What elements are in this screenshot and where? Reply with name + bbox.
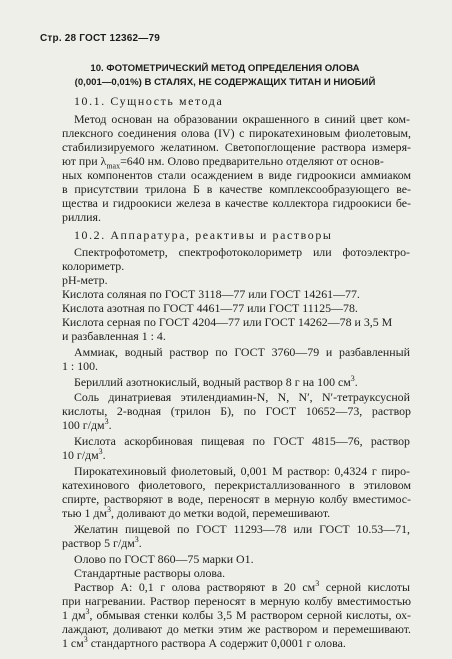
subsection-heading-10-2: 10.2. Аппаратура, реактивы и растворы — [74, 228, 333, 242]
text-line: Метод основан на образовании окрашенного в синий цвет ком- — [74, 112, 410, 126]
text-line: Соль динатриевая этилендиамин-N, N, N′, N′-тетрауксусной — [74, 390, 410, 404]
text-line: Раствор А: 0,1 г олова растворяют в 20 $см^3$ серной кислоты — [74, 579, 410, 594]
text-line: и разбавленная 1 : 4. — [62, 329, 166, 343]
text-line: Кислота серная по ГОСТ 4204—77 или ГОСТ 14262—78 и 3,5 М — [62, 315, 393, 329]
text-line: Стандартные растворы олова. — [74, 566, 226, 580]
text-line: катехинового фиолетового, перекристаллизованного в этиловом — [62, 478, 411, 492]
text-line: риллия. — [62, 210, 101, 224]
text-line: 10 $г/дм^3$. — [62, 447, 106, 462]
text-line: 100 $г/дм^3$. — [62, 417, 112, 432]
text-line: стабилизируемого желатином. Светопоглощение раствора измеря- — [62, 140, 411, 154]
text-line: раствор 5 $г/дм^3$. — [62, 535, 142, 550]
text-line: колориметр. — [62, 259, 125, 273]
section-title-line-2: (0,001—0,01%) В СТАЛЯХ, НЕ СОДЕРЖАЩИХ ТИТАН И НИОБИЙ — [74, 77, 376, 88]
text-line: плексного соединения олова (IV) с пирокатехиновым фиолетовым, — [62, 126, 411, 140]
text-line: кислоты, 2-водная (трилон Б), по ГОСТ 10652—73, раствор — [62, 404, 411, 418]
section-title-line-1: 10. ФОТОМЕТРИЧЕСКИЙ МЕТОД ОПРЕДЕЛЕНИЯ ОЛОВА — [90, 63, 360, 74]
text-line: 1 $дм^3$, обмывая стенки колбы 3,5 М раствором серной кислоты, ох- — [62, 607, 411, 622]
text-line: Бериллий азотнокислый, водный раствор 8 г на 100 $см^3$. — [74, 374, 358, 389]
text-line: Кислота азотная по ГОСТ 4461—77 или ГОСТ 11125—78. — [62, 301, 358, 315]
page-header: Стр. 28 ГОСТ 12362—79 — [40, 33, 160, 44]
text-line: ют при $\lambda_{max}=640$ нм. Олово предварительно отделяют от основ- — [62, 154, 384, 171]
text-line: Кислота соляная по ГОСТ 3118—77 или ГОСТ 14261—77. — [62, 287, 360, 301]
text-line: щества и гидроокиси железа в качестве коллектора гидроокиси бе- — [62, 196, 411, 210]
text-line: Спектрофотометр, спектрофотоколориметр или фотоэлектро- — [74, 245, 410, 259]
text-line: лаждают, доливают до метки этим же раствором и перемешивают. — [62, 622, 411, 636]
text-line: Желатин пищевой по ГОСТ 11293—78 или ГОСТ 10.53—71, — [74, 522, 410, 536]
text-line: в присутствии трилона Б в качестве комплексообразующего ве- — [62, 182, 411, 196]
subsection-heading-10-1: 10.1. Сущность метода — [74, 94, 224, 108]
text-line: рН-метр. — [62, 273, 108, 287]
text-line: тью 1 $дм^3$, доливают до метки водой, перемешивают. — [62, 505, 331, 520]
text-line: Кислота аскорбиновая пищевая по ГОСТ 4815—76, раствор — [74, 434, 410, 448]
text-line: при нагревании. Раствор переносят в мерную колбу вместимостью — [62, 594, 411, 608]
text-line: ных компонентов стали осаждением в виде гидроокиси аммиаком — [62, 168, 411, 182]
text-line: 1 : 100. — [62, 359, 99, 373]
text-line: Аммиак, водный раствор по ГОСТ 3760—79 и разбавленный — [74, 345, 410, 359]
text-line: 1 $см^3$ стандартного раствора А содержит 0,0001 г олова. — [62, 635, 346, 650]
text-line: Пирокатехиновый фиолетовый, 0,001 М раствор: 0,4324 г пиро- — [74, 464, 410, 478]
text-line: спирте, растворяют в воде, переносят в мерную колбу вместимос- — [62, 492, 411, 506]
text-line: Олово по ГОСТ 860—75 марки О1. — [74, 552, 254, 566]
